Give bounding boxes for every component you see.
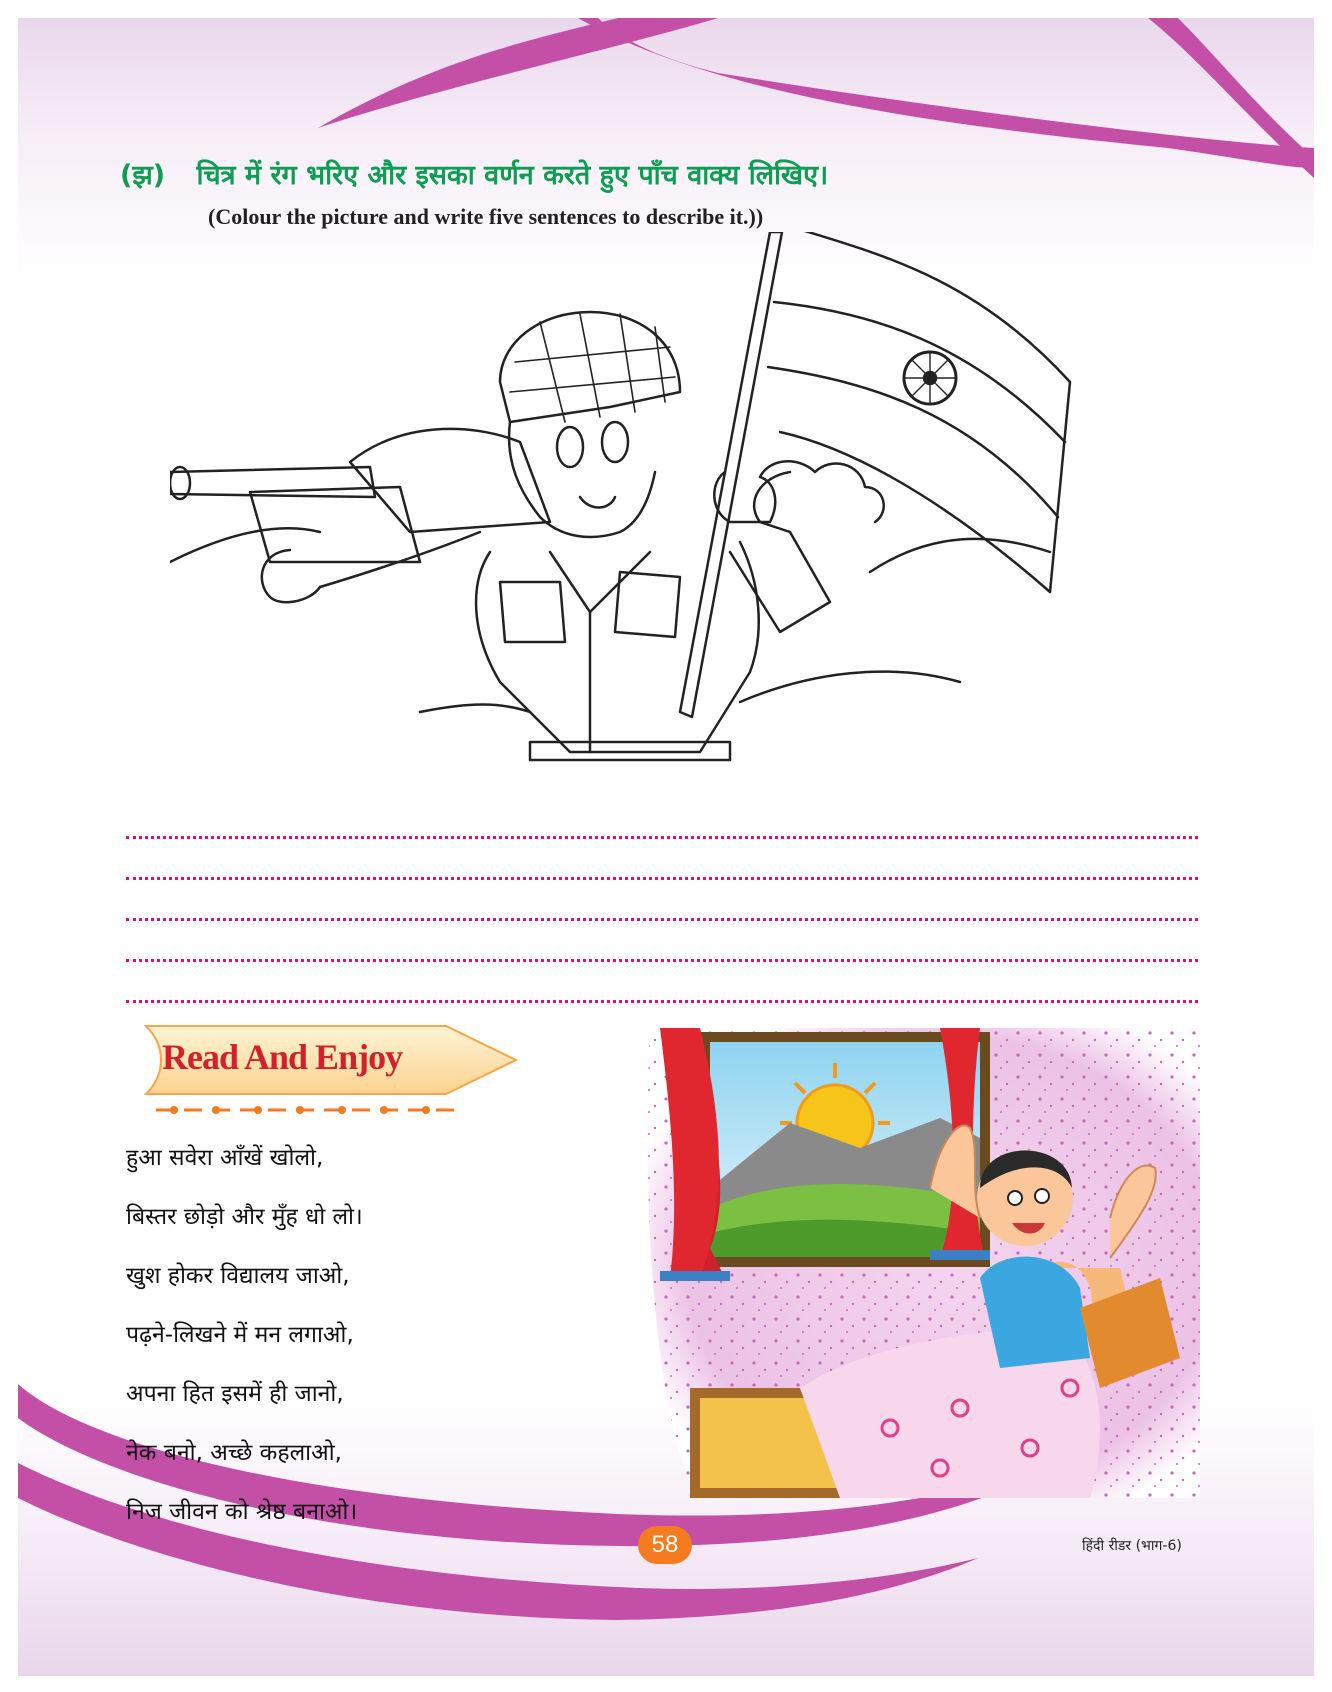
writing-line[interactable] <box>126 959 1198 962</box>
soldier-coloring-illustration <box>170 232 1180 792</box>
writing-line[interactable] <box>126 1000 1198 1003</box>
poem-line: पढ़ने-लिखने में मन लगाओ, <box>126 1322 354 1348</box>
answer-writing-lines <box>126 836 1198 1041</box>
poem-line: हुआ सवेरा आँखें खोलो, <box>126 1145 324 1171</box>
poem-line: नेक बनो, अच्छे कहलाओ, <box>126 1440 342 1466</box>
poem-line: निज जीवन को श्रेष्ठ बनाओ। <box>126 1499 358 1525</box>
poem <box>126 1138 363 1551</box>
writing-line[interactable] <box>126 918 1198 921</box>
writing-line[interactable] <box>126 877 1198 880</box>
page-number: 58 <box>638 1526 692 1564</box>
poem-line: अपना हित इसमें ही जानो, <box>126 1381 344 1407</box>
exercise-heading <box>120 155 828 192</box>
boy-waking-up-illustration <box>640 1028 1210 1498</box>
poem-line: खुश होकर विद्यालय जाओ, <box>126 1263 350 1289</box>
exercise-instruction-hindi: चित्र में रंग भरिए और इसका वर्णन करते हुए पाँच वाक्य लिखिए। <box>196 160 829 191</box>
poem-line: बिस्तर छोड़ो और मुँह धो लो। <box>126 1204 363 1230</box>
writing-line[interactable] <box>126 836 1198 839</box>
read-and-enjoy-title: Read And Enjoy <box>162 1037 403 1077</box>
book-title: हिंदी रीडर (भाग-6) <box>1082 1538 1182 1554</box>
exercise-number: (झ) <box>120 160 166 191</box>
exercise-instruction-english: (Colour the picture and write five sentences to describe it.)) <box>208 204 764 229</box>
